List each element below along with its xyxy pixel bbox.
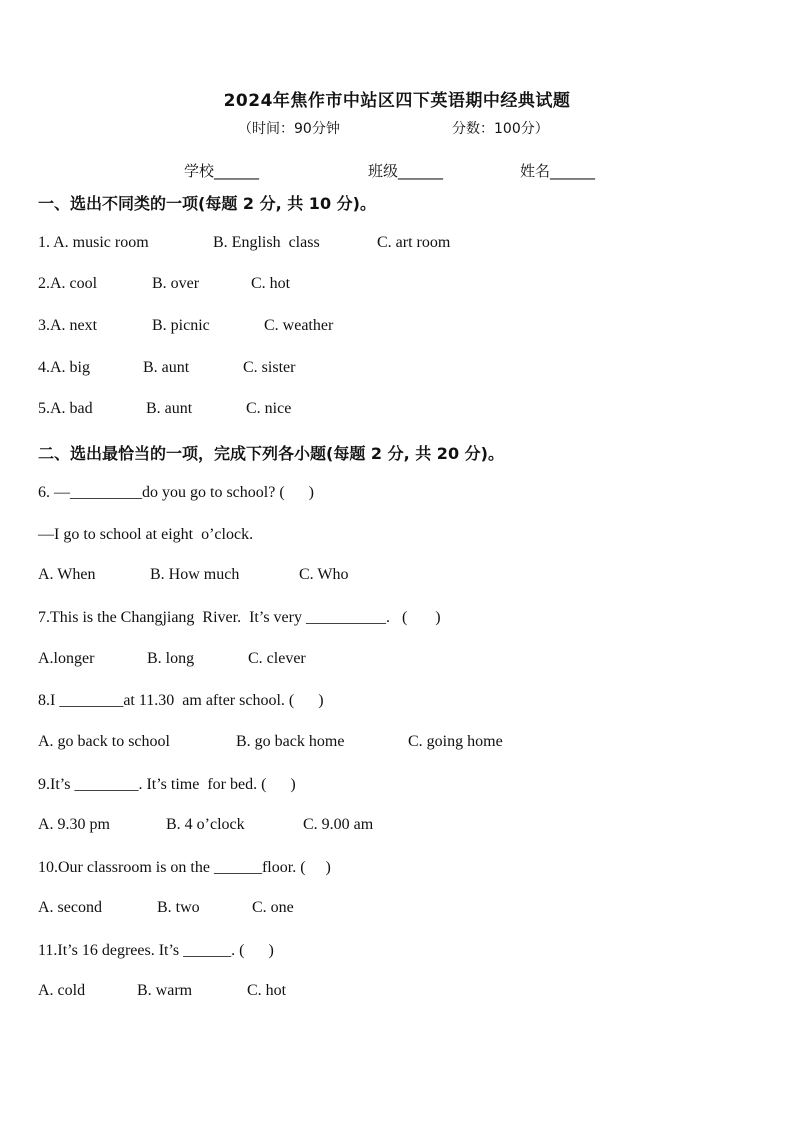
q7-stem: 7.This is the Changjiang River. It’s very __________. ( )	[38, 609, 441, 626]
q1-option-a[interactable]: 1. A. music room	[38, 234, 149, 251]
name-field[interactable]: 姓名______	[520, 162, 596, 180]
q11-option-c[interactable]: C. hot	[247, 982, 287, 999]
q4-option-a[interactable]: 4.A. big	[38, 359, 90, 376]
q8-option-b[interactable]: B. go back home	[236, 733, 345, 750]
q7-option-c[interactable]: C. clever	[248, 650, 306, 667]
q1-option-c[interactable]: C. art room	[377, 234, 451, 251]
q2-option-a[interactable]: 2.A. cool	[38, 275, 98, 292]
class-field[interactable]: 班级______	[368, 162, 444, 180]
q8-stem: 8.I ________at 11.30 am after school. ( )	[38, 692, 324, 709]
q9-stem: 9.It’s ________. It’s time for bed. ( )	[38, 776, 296, 793]
q10-option-b[interactable]: B. two	[157, 899, 200, 916]
q6-stem-answer: —I go to school at eight o’clock.	[38, 526, 254, 543]
q7-option-b[interactable]: B. long	[147, 650, 195, 667]
q2-option-b[interactable]: B. over	[152, 275, 200, 292]
q11-stem: 11.It’s 16 degrees. It’s ______. ( )	[38, 942, 274, 959]
school-field[interactable]: 学校______	[184, 162, 260, 180]
q9-option-b[interactable]: B. 4 o’clock	[166, 816, 245, 833]
q4-option-c[interactable]: C. sister	[243, 359, 296, 376]
section-1-heading: 一、选出不同类的一项(每题 2 分, 共 10 分)。	[38, 194, 376, 213]
q1-option-b[interactable]: B. English class	[213, 234, 320, 251]
q5-option-c[interactable]: C. nice	[246, 400, 292, 417]
exam-title: 2024年焦作市中站区四下英语期中经典试题	[223, 91, 571, 111]
q5-option-a[interactable]: 5.A. bad	[38, 400, 93, 417]
q10-option-c[interactable]: C. one	[252, 899, 294, 916]
q7-option-a[interactable]: A.longer	[38, 650, 95, 667]
exam-score: 分数：100分）	[452, 121, 549, 137]
q8-option-a[interactable]: A. go back to school	[38, 733, 170, 750]
section-2-heading: 二、选出最恰当的一项，完成下列各小题(每题 2 分, 共 20 分)。	[38, 444, 504, 463]
q6-option-c[interactable]: C. Who	[299, 566, 349, 583]
exam-time: （时间：90分钟	[238, 121, 340, 137]
q11-option-a[interactable]: A. cold	[38, 982, 86, 999]
q3-option-a[interactable]: 3.A. next	[38, 317, 98, 334]
q8-option-c[interactable]: C. going home	[408, 733, 503, 750]
q3-option-c[interactable]: C. weather	[264, 317, 334, 334]
q2-option-c[interactable]: C. hot	[251, 275, 291, 292]
q4-option-b[interactable]: B. aunt	[143, 359, 190, 376]
q9-option-c[interactable]: C. 9.00 am	[303, 816, 374, 833]
q6-option-b[interactable]: B. How much	[150, 566, 240, 583]
q10-option-a[interactable]: A. second	[38, 899, 102, 916]
q6-stem: 6. —_________do you go to school? ( )	[38, 484, 314, 501]
q10-stem: 10.Our classroom is on the ______floor. ( )	[38, 859, 331, 876]
q3-option-b[interactable]: B. picnic	[152, 317, 210, 334]
q9-option-a[interactable]: A. 9.30 pm	[38, 816, 110, 833]
q6-option-a[interactable]: A. When	[38, 566, 96, 583]
q5-option-b[interactable]: B. aunt	[146, 400, 193, 417]
q11-option-b[interactable]: B. warm	[137, 982, 193, 999]
